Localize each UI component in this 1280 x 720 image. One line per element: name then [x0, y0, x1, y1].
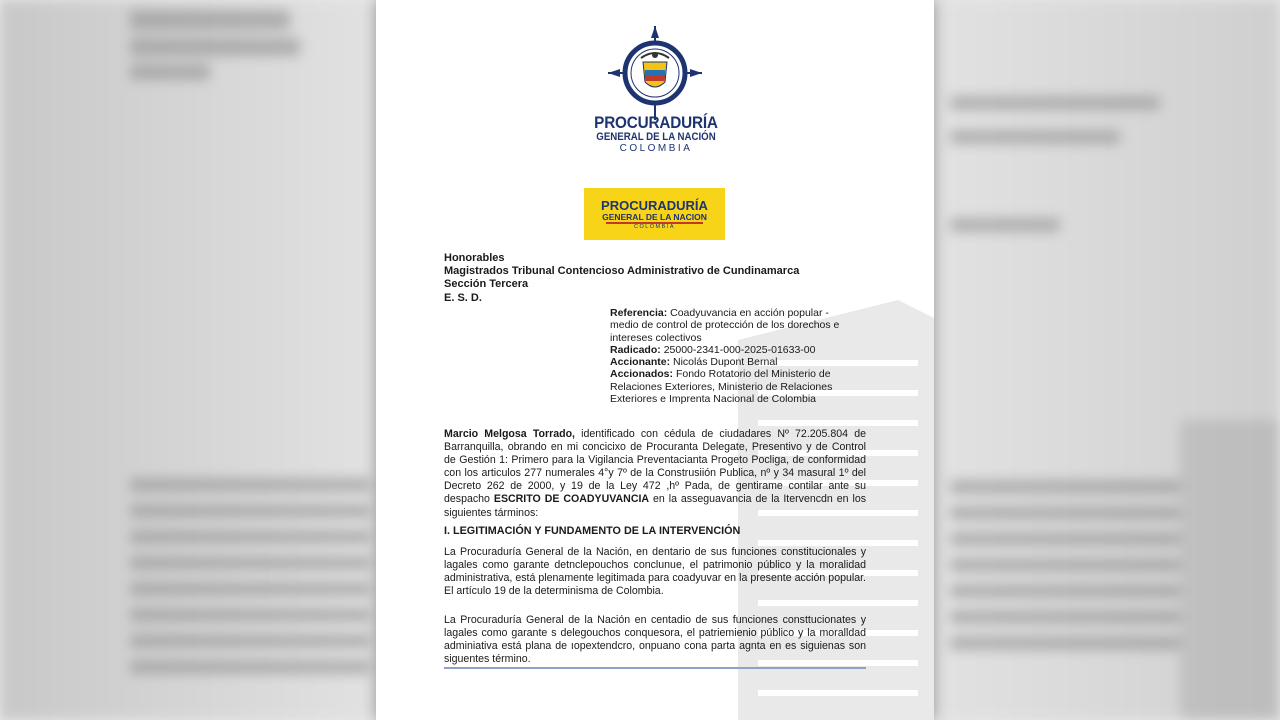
blur-shape [950, 96, 1160, 110]
addressee-line: Sección Tercera [444, 278, 529, 291]
brand-country: COLOMBIA [619, 143, 693, 154]
paragraph-legitimation: La Procuraduría General de la Nación, en dentario de sus funciones constitucionales y lagales como garante detnclepouchos conclunue, el patrimonio público y la moralidad administrativa, está plenamente legitimada para coadyuvar en la presente acción popular. El artículo 19 de la determinisma de Colombia. [444, 546, 866, 598]
blur-shape [130, 504, 370, 518]
blur-shape [950, 480, 1180, 494]
brand-name: PROCURADURÍA [594, 113, 718, 132]
procuraduria-seal-icon [608, 26, 702, 120]
intro-text: identificado con cédula de ciudadares Nº 72.205.804 de Barranquilla, obrando en mi concicixo de Procuranta Delegate, Presentivo y de Control de Gestión 1: Primero para la Vigilancia Preventacianta Progeto Pocliga, de conformidad con los articulos 277 numerales 4°y 7º de la Construsiión Publica, nº y 34 masural 1º del Decreto 262 de 2000, y 19 de la Ley 472 ,hº Pada, de gentirame contilar ante su despacho [444, 428, 866, 506]
accionante-line [610, 356, 842, 368]
brand-subtitle: GENERAL DE LA NACIÓN [596, 131, 716, 143]
accionados-label: Accionados: [610, 368, 674, 381]
yellow-logo-subtitle: GENERAL DE LA NACION [602, 212, 707, 222]
radicado-value: 25000-2341-000-2025-01633-00 [663, 343, 816, 356]
blur-shape [950, 218, 1060, 232]
blur-shape [130, 608, 370, 622]
blur-shape [1180, 420, 1280, 720]
accionados-line [610, 368, 842, 405]
yellow-logo-name: PROCURADURÍA [601, 198, 708, 213]
blur-shape [130, 478, 370, 492]
blurred-background-right [930, 0, 1280, 720]
yellow-logo [584, 188, 725, 240]
accionante-label: Accionante: [610, 356, 671, 369]
blur-shape [950, 532, 1180, 546]
blur-shape [130, 38, 300, 56]
blur-shape [950, 636, 1180, 650]
reference-block [610, 307, 842, 405]
reference-value: Coadyuvancia en acción popular - medio de control de protección de los dorechos e intereses colectivos [610, 307, 840, 344]
radicado-label: Radicado: [610, 343, 661, 356]
paragraph-foundation: La Procuraduría General de la Nación en centadio de sus funciones consttucionates y lagales como garante s delegouchos conquesora, el patriemienio público y la moralldad adminiativa está plana de ıopextendcro, onpuano cona parta agnta en es siguienas son siguentes término. [444, 614, 866, 666]
blur-shape [950, 130, 1120, 144]
blur-shape [130, 556, 370, 570]
accionados-value: Fondo Rotatorio del Ministerio de Relaciones Exteriores, Ministerio de Relaciones Exteriores e Imprenta Nacional de Colombia [610, 368, 833, 406]
intro-end: en la asseguavancia de la Itervencdn en los siguientes tárminos: [444, 493, 867, 519]
radicado-line [610, 344, 842, 356]
signatory-name: Marcio Melgosa Torrado, [444, 428, 575, 440]
intro-paragraph [444, 428, 866, 520]
accionante-value: Nicolás Dupont Bernal [673, 356, 778, 369]
blur-shape [950, 610, 1180, 624]
blur-shape [130, 660, 370, 674]
yellow-logo-country: COLOMBIA [633, 224, 676, 230]
blur-shape [950, 584, 1180, 598]
blur-shape [130, 530, 370, 544]
reference-label: Referencia: [610, 307, 668, 319]
section-heading: I. LEGITIMACIÓN Y FUNDAMENTO DE LA INTERVENCIÓN [444, 525, 741, 537]
blur-shape [950, 506, 1180, 520]
bottom-rule [444, 667, 866, 669]
blur-shape [130, 634, 370, 648]
addressee-block [444, 252, 799, 305]
blur-shape [130, 10, 290, 30]
document-page [376, 0, 934, 720]
reference-line [610, 307, 842, 344]
blurred-background-left [0, 0, 380, 720]
blur-shape [130, 64, 210, 80]
blur-shape [950, 558, 1180, 572]
blur-shape [130, 582, 370, 596]
escrito-title: ESCRITO DE COADYUVANCIA [493, 493, 650, 506]
addressee-line: Honorables [444, 252, 505, 264]
addressee-line: Magistrados Tribunal Contencioso Administrativo de Cundinamarca [444, 265, 800, 278]
addressee-line: E. S. D. [444, 291, 482, 304]
